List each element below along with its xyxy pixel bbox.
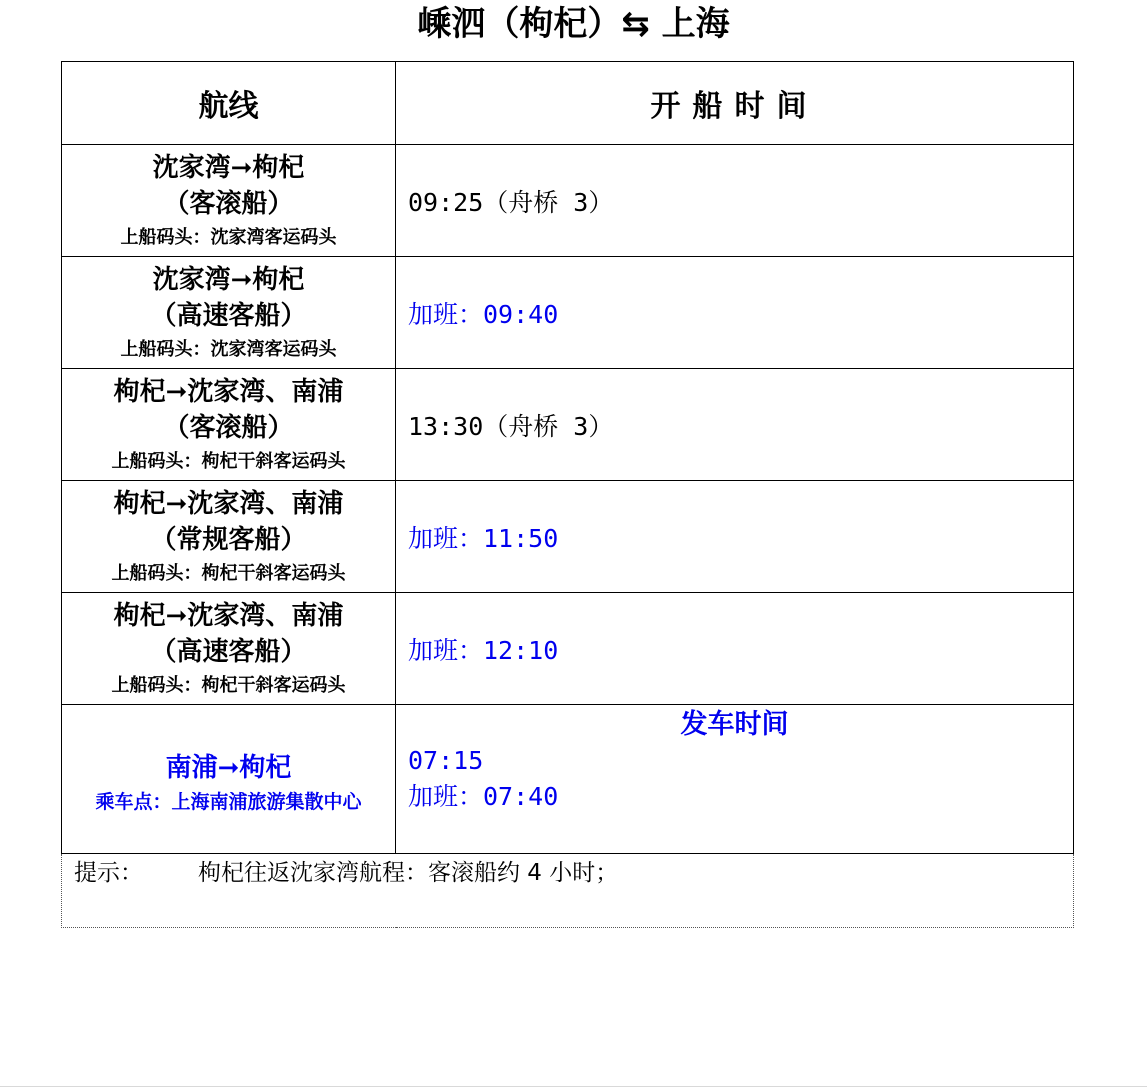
boarding-pier: 上船码头：沈家湾客运码头 (120, 226, 337, 248)
note-cell (62, 854, 1074, 928)
bus-time-cell (396, 705, 1074, 854)
departure-time: 13:30（舟桥 3） (396, 369, 1074, 481)
bus-route-cell (62, 705, 396, 854)
route-cell (62, 257, 396, 369)
table-row (62, 257, 1074, 369)
route-cell (62, 593, 396, 705)
route-cell (62, 145, 396, 257)
boarding-pier: 上船码头：沈家湾客运码头 (120, 338, 337, 360)
table-row (62, 145, 1074, 257)
route-cell (62, 481, 396, 593)
note-label: 提示： (74, 860, 143, 886)
note-text: 枸杞往返沈家湾航程：客滚船约 4 小时； (198, 860, 619, 886)
ship-type: （常规客船） (150, 524, 307, 555)
page-bottom-divider (0, 1086, 1147, 1087)
departure-time: 09:25（舟桥 3） (396, 145, 1074, 257)
note-row (62, 854, 1074, 928)
table-row (62, 369, 1074, 481)
extra-departure-time: 加班：12:10 (396, 593, 1074, 705)
ship-type: （高速客船） (150, 300, 307, 331)
ship-type: （客滚船） (163, 188, 294, 219)
bus-row (62, 705, 1074, 854)
schedule-table (61, 61, 1074, 928)
route-cell (62, 369, 396, 481)
route-name: 沈家湾➞枸杞 (152, 152, 305, 183)
ship-type: （客滚船） (163, 412, 294, 443)
ship-type: （高速客船） (150, 636, 307, 667)
route-name: 枸杞➞沈家湾、南浦 (113, 600, 344, 631)
table-row (62, 481, 1074, 593)
bus-extra-departure-time: 加班：07:40 (408, 782, 559, 811)
bus-pickup-point: 乘车点：上海南浦旅游集散中心 (95, 791, 362, 813)
page-title: 嵊泗（枸杞）⇆ 上海 (417, 4, 730, 44)
bus-departure-time: 07:15 (408, 746, 484, 775)
route-name: 枸杞➞沈家湾、南浦 (113, 376, 344, 407)
time-column-header: 开船时间 (396, 62, 1074, 145)
route-name: 沈家湾➞枸杞 (152, 264, 305, 295)
route-column-header: 航线 (62, 62, 396, 145)
boarding-pier: 上船码头：枸杞干斜客运码头 (111, 674, 346, 696)
bus-route-name: 南浦➞枸杞 (165, 753, 292, 783)
boarding-pier: 上船码头：枸杞干斜客运码头 (111, 562, 346, 584)
route-name: 枸杞➞沈家湾、南浦 (113, 488, 344, 519)
extra-departure-time: 加班：09:40 (396, 257, 1074, 369)
table-row (62, 593, 1074, 705)
extra-departure-time: 加班：11:50 (396, 481, 1074, 593)
bus-time-heading: 发车时间 (680, 709, 789, 740)
table-header-row (62, 62, 1074, 145)
boarding-pier: 上船码头：枸杞干斜客运码头 (111, 450, 346, 472)
